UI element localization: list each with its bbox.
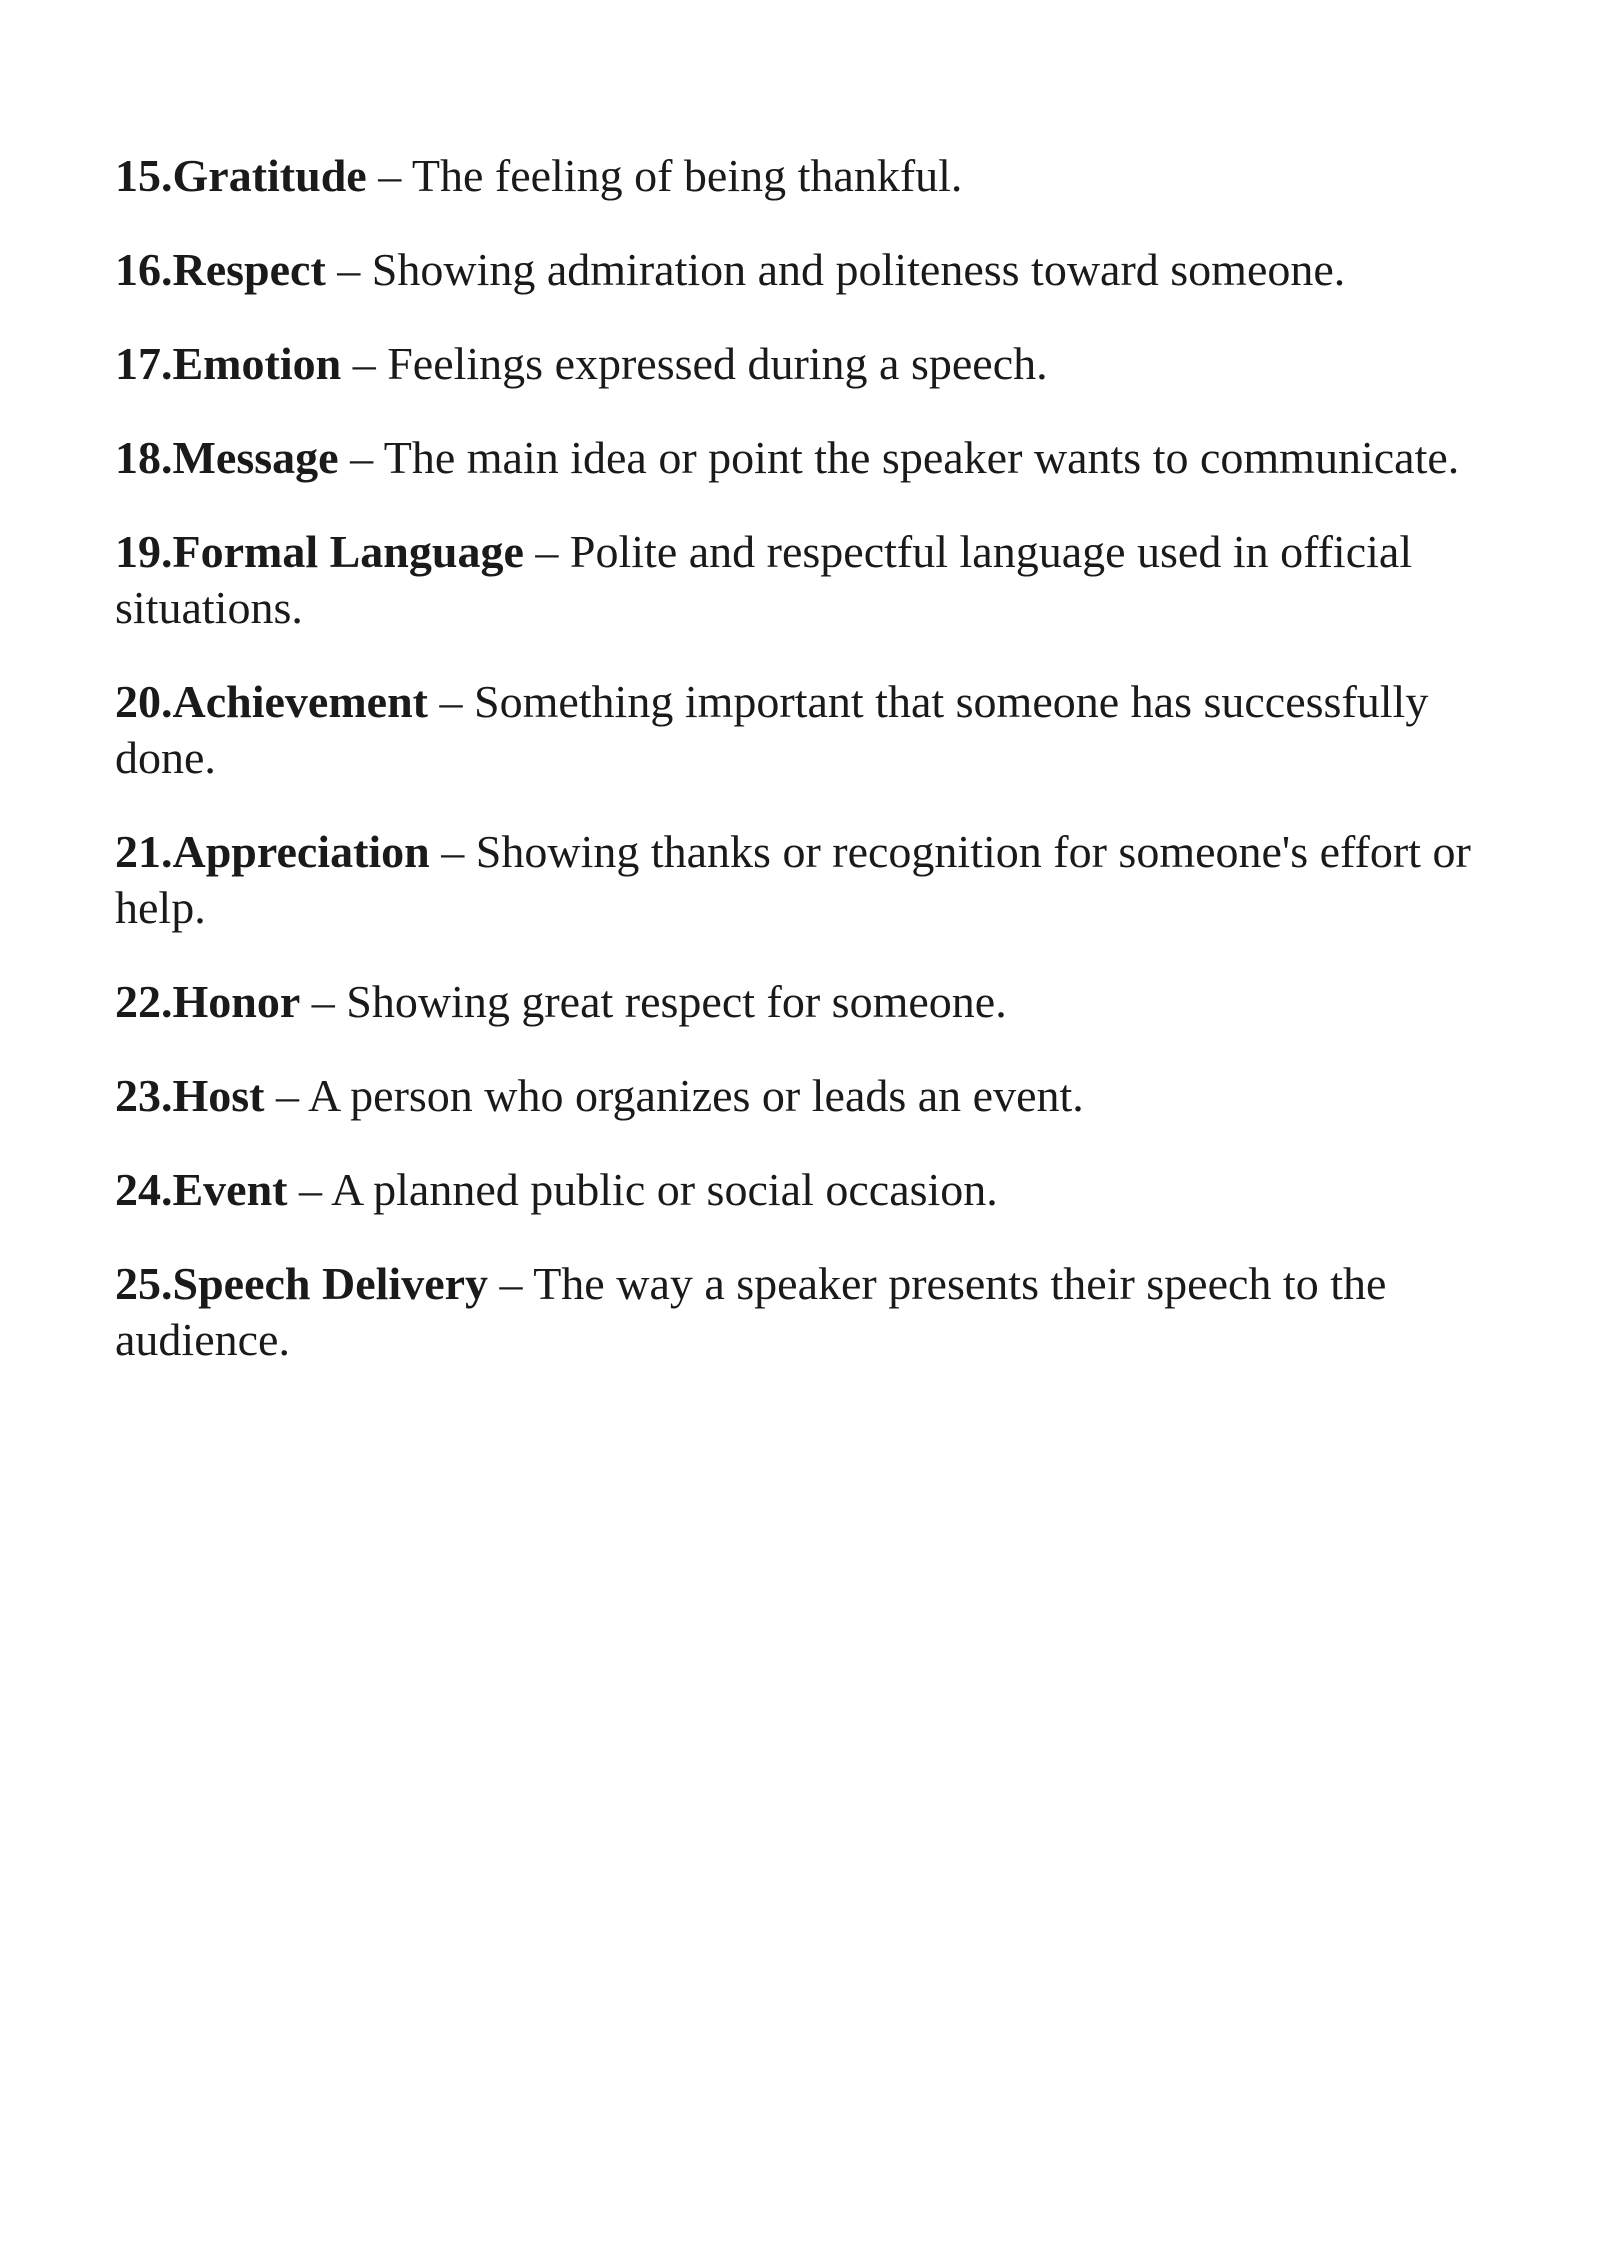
entry-definition: A planned public or social occasion. bbox=[330, 1164, 998, 1215]
entry-definition: Feelings expressed during a speech. bbox=[387, 338, 1048, 389]
entry-term: Host bbox=[172, 1070, 265, 1121]
entry-separator: – bbox=[264, 1070, 308, 1121]
glossary-entry bbox=[115, 336, 1515, 392]
entry-separator: – bbox=[300, 976, 347, 1027]
entry-definition: A person who organizes or leads an event. bbox=[307, 1070, 1084, 1121]
glossary-entry bbox=[115, 524, 1515, 636]
glossary-entry bbox=[115, 974, 1515, 1030]
entry-number: 15. bbox=[115, 150, 173, 201]
entry-definition: The feeling of being thankful. bbox=[411, 150, 963, 201]
entry-number: 22. bbox=[115, 976, 173, 1027]
entry-separator: – bbox=[427, 676, 474, 727]
entry-number: 23. bbox=[115, 1070, 173, 1121]
glossary-entry bbox=[115, 1068, 1515, 1124]
entry-separator: – bbox=[366, 150, 412, 201]
entry-term: Honor bbox=[172, 976, 301, 1027]
glossary-entry bbox=[115, 1256, 1515, 1368]
entry-term: Event bbox=[172, 1164, 288, 1215]
entry-number: 21. bbox=[115, 826, 173, 877]
glossary-entry bbox=[115, 674, 1515, 786]
entry-definition: Showing great respect for someone. bbox=[346, 976, 1007, 1027]
entry-separator: – bbox=[429, 826, 476, 877]
entry-term: Gratitude bbox=[172, 150, 367, 201]
entry-definition: The way a speaker presents their speech to the audience. bbox=[115, 1258, 1387, 1365]
entry-term: Speech Delivery bbox=[172, 1258, 489, 1309]
entry-separator: – bbox=[488, 1258, 534, 1309]
entry-definition: The main idea or point the speaker wants to communicate. bbox=[383, 432, 1460, 483]
glossary-entry bbox=[115, 1162, 1515, 1218]
glossary-entry bbox=[115, 242, 1515, 298]
entry-term: Respect bbox=[172, 244, 326, 295]
entry-number: 17. bbox=[115, 338, 173, 389]
entry-separator: – bbox=[523, 526, 570, 577]
entry-number: 24. bbox=[115, 1164, 173, 1215]
entry-term: Message bbox=[172, 432, 339, 483]
entry-definition: Showing thanks or recognition for someone's effort or help. bbox=[115, 826, 1471, 933]
entry-definition: Something important that someone has successfully done. bbox=[115, 676, 1429, 783]
entry-number: 19. bbox=[115, 526, 173, 577]
entry-separator: – bbox=[341, 338, 388, 389]
entry-separator: – bbox=[287, 1164, 331, 1215]
entry-number: 20. bbox=[115, 676, 173, 727]
glossary-entry bbox=[115, 824, 1515, 936]
entry-term: Achievement bbox=[172, 676, 428, 727]
entry-separator: – bbox=[325, 244, 372, 295]
entry-number: 16. bbox=[115, 244, 173, 295]
glossary-list bbox=[115, 148, 1515, 1406]
entry-number: 25. bbox=[115, 1258, 173, 1309]
entry-term: Appreciation bbox=[172, 826, 430, 877]
entry-term: Emotion bbox=[172, 338, 342, 389]
glossary-entry bbox=[115, 430, 1515, 486]
glossary-entry bbox=[115, 148, 1515, 204]
entry-term: Formal Language bbox=[172, 526, 524, 577]
entry-definition: Polite and respectful language used in official situations. bbox=[115, 526, 1413, 633]
entry-separator: – bbox=[338, 432, 384, 483]
entry-number: 18. bbox=[115, 432, 173, 483]
entry-definition: Showing admiration and politeness toward someone. bbox=[371, 244, 1346, 295]
